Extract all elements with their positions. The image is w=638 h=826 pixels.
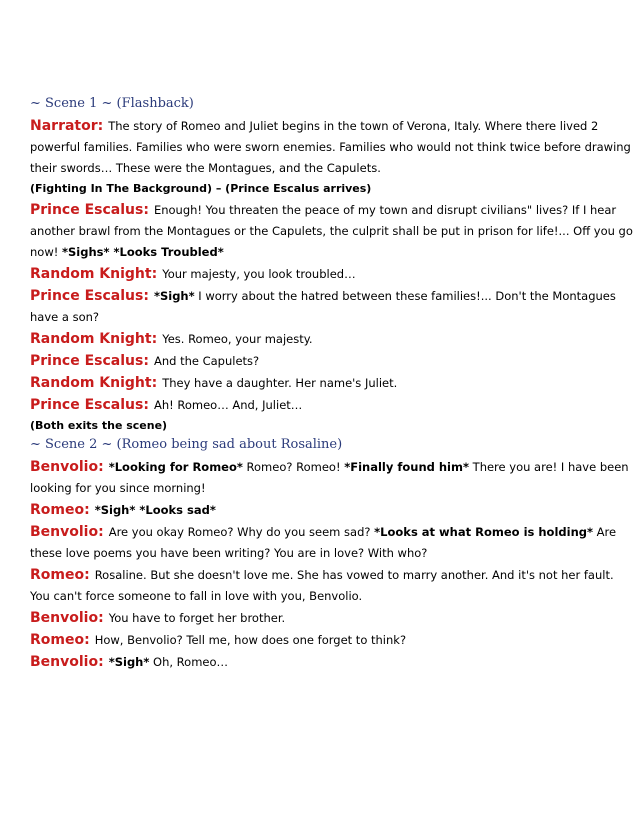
dialogue-text: Yes. Romeo, your majesty. xyxy=(162,332,313,346)
speaker-name: Random Knight: xyxy=(30,375,158,391)
speaker-name: Random Knight: xyxy=(30,331,158,347)
speaker-name: Benvolio: xyxy=(30,654,104,670)
dialogue-line xyxy=(30,500,636,521)
action-text: *Sigh* xyxy=(153,289,195,303)
action-text: *Finally found him* xyxy=(344,460,470,474)
action-text: *Sighs* *Looks Troubled* xyxy=(62,245,224,259)
speaker-name: Romeo: xyxy=(30,567,90,583)
action-text: *Looking for Romeo* xyxy=(108,460,243,474)
speaker-name: Prince Escalus: xyxy=(30,288,149,304)
scene-2-dialogue xyxy=(30,457,636,673)
dialogue-line xyxy=(30,116,636,179)
dialogue-text: The story of Romeo and Juliet begins in the town of Verona, Italy. Where there lived 2 powerful families. Families who were sworn enemies. Families who would not think twice before drawing their swords… These were the Montagues, and the Capulets. xyxy=(30,119,631,175)
speaker-name: Benvolio: xyxy=(30,524,104,540)
dialogue-text: Ah! Romeo… And, Juliet… xyxy=(153,398,303,412)
dialogue-line xyxy=(30,630,636,651)
dialogue-line xyxy=(30,329,636,350)
speaker-name: Random Knight: xyxy=(30,266,158,282)
dialogue-line xyxy=(30,565,636,607)
dialogue-line xyxy=(30,395,636,416)
dialogue-line xyxy=(30,522,636,564)
action-text: *Looks at what Romeo is holding* xyxy=(374,525,593,539)
dialogue-line xyxy=(30,457,636,499)
dialogue-line xyxy=(30,652,636,673)
action-text: *Sigh* *Looks sad* xyxy=(94,503,216,517)
speaker-name: Benvolio: xyxy=(30,459,104,475)
dialogue-text: You have to forget her brother. xyxy=(108,611,286,625)
speaker-name: Benvolio: xyxy=(30,610,104,626)
scene-1-dialogue xyxy=(30,116,636,434)
dialogue-text: How, Benvolio? Tell me, how does one forget to think? xyxy=(94,633,407,647)
dialogue-text: Enough! You threaten the peace of my town and disrupt civilians" lives? If I hear another brawl from the Montagues or the Capulets, the culprit shall be put in prison for life!... Off you go now! xyxy=(30,203,633,259)
dialogue-text: I worry about the hatred between these families!... Don't the Montagues have a son? xyxy=(30,289,616,324)
dialogue-line xyxy=(30,200,636,263)
dialogue-line xyxy=(30,286,636,328)
speaker-name: Prince Escalus: xyxy=(30,397,149,413)
dialogue-text: There you are! I have been looking for you since morning! xyxy=(30,460,629,495)
speaker-name: Romeo: xyxy=(30,632,90,648)
speaker-name: Narrator: xyxy=(30,118,104,134)
action-text: *Sigh* xyxy=(108,655,150,669)
dialogue-text: They have a daughter. Her name's Juliet. xyxy=(162,376,398,390)
dialogue-text: Oh, Romeo… xyxy=(149,655,229,669)
speaker-name: Prince Escalus: xyxy=(30,353,149,369)
dialogue-text: Are you okay Romeo? Why do you seem sad? xyxy=(108,525,375,539)
dialogue-text: Romeo? Romeo! xyxy=(242,460,345,474)
scene-1-heading: ~ Scene 1 ~ (Flashback) xyxy=(30,96,194,111)
dialogue-line xyxy=(30,264,636,285)
dialogue-text: Are these love poems you have been writing? You are in love? With who? xyxy=(30,525,617,560)
script-body xyxy=(30,96,636,674)
stage-direction: (Fighting In The Background) – (Prince Escalus arrives) xyxy=(30,182,372,195)
speaker-name: Prince Escalus: xyxy=(30,202,149,218)
dialogue-line xyxy=(30,373,636,394)
scene-2-heading: ~ Scene 2 ~ (Romeo being sad about Rosaline) xyxy=(30,437,343,452)
dialogue-line xyxy=(30,351,636,372)
dialogue-text: Rosaline. But she doesn't love me. She has vowed to marry another. And it's not her fault. You can't force someone to fall in love with you, Benvolio. xyxy=(30,568,614,603)
dialogue-text: Your majesty, you look troubled… xyxy=(162,267,356,281)
dialogue-line xyxy=(30,608,636,629)
speaker-name: Romeo: xyxy=(30,502,90,518)
dialogue-text: And the Capulets? xyxy=(153,354,260,368)
stage-direction: (Both exits the scene) xyxy=(30,419,168,432)
